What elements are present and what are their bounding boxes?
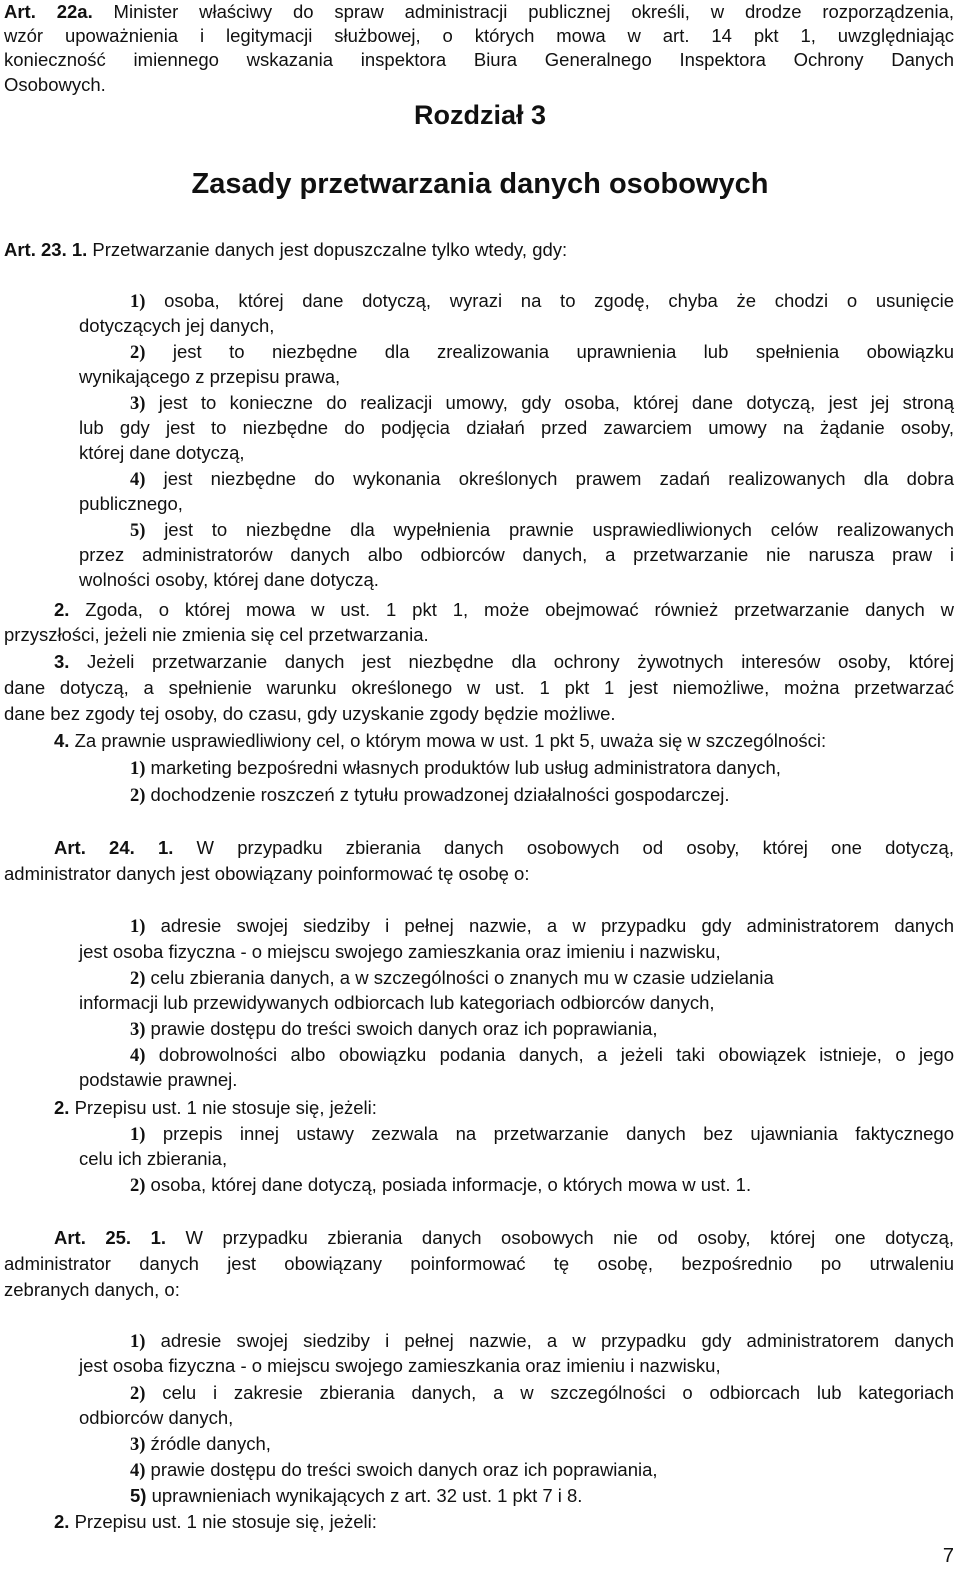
text: Przepisu ust. 1 nie stosuje się, jeżeli: (69, 1097, 377, 1118)
article-number: Art. 24. 1. (54, 837, 174, 858)
text-line: administrator danych jest obowiązany poinformować tę osobę, bezpośrednio po utrwaleniu (4, 1253, 954, 1274)
list-item (130, 340, 954, 365)
text-line: dane dotyczą, a spełnienie warunku określonego w ust. 1 pkt 1 jest niemożliwe, można przetwarzać (4, 677, 954, 698)
paragraph (54, 650, 954, 674)
item-number: 2) (130, 786, 146, 806)
text-line (4, 0, 954, 24)
item-number: 4) (130, 1046, 146, 1066)
text: Przepisu ust. 1 nie stosuje się, jeżeli: (69, 1511, 377, 1532)
item-number: 2) (130, 1176, 146, 1196)
text: prawie dostępu do treści swoich danych oraz ich poprawiania, (145, 1459, 658, 1480)
text: jest to niezbędne dla zrealizowania uprawnienia lub spełnienia obowiązku (145, 341, 954, 362)
paragraph-number: 2. (54, 599, 70, 620)
text-line: wzór upoważnienia i legitymacji służbowej, o których mowa w art. 14 pkt 1, uwzględniając (4, 25, 954, 46)
text: celu zbierania danych, a w szczególności o znanych mu w czasie udzielania (145, 967, 774, 988)
text: Jeżeli przetwarzanie danych jest niezbędne dla ochrony żywotnych interesów osoby, której (69, 651, 954, 672)
text: osoba, której dane dotyczą, posiada informacje, o których mowa w ust. 1. (145, 1174, 752, 1195)
text: jest to niezbędne dla wypełnienia prawnie usprawiedliwionych celów realizowanych (145, 519, 954, 540)
text-line: przyszłości, jeżeli nie zmienia się cel przetwarzania. (4, 624, 429, 645)
item-number: 5) (130, 521, 146, 541)
text: jest niezbędne do wykonania określonych prawem zadań realizowanych dla dobra (145, 468, 954, 489)
chapter-heading: Rozdział 3 (413, 100, 547, 130)
item-number: 1) (130, 1125, 146, 1145)
chapter-title: Zasady przetwarzania danych osobowych (191, 168, 769, 200)
text-line: wolności osoby, której dane dotyczą. (79, 569, 379, 590)
text-line: odbiorców danych, (79, 1407, 234, 1428)
item-number: 4) (130, 1461, 146, 1481)
text: osoba, której dane dotyczą, wyrazi na to zgodę, chyba że chodzi o usunięcie (145, 290, 954, 311)
text-line: której dane dotyczą, (79, 442, 245, 463)
list-item (130, 783, 730, 808)
text-line: podstawie prawnej. (79, 1069, 238, 1090)
paragraph (54, 1096, 377, 1120)
text-line: przez administratorów danych albo odbiorców danych, a przetwarzanie nie narusza praw i (79, 544, 954, 565)
text-line: konieczność imiennego wskazania inspektora Biura Generalnego Inspektora Ochrony Danych (4, 49, 954, 70)
text-line: zebranych danych, o: (4, 1279, 180, 1300)
paragraph (54, 729, 826, 753)
text: prawie dostępu do treści swoich danych oraz ich poprawiania, (145, 1018, 658, 1039)
text: Zgoda, o której mowa w ust. 1 pkt 1, może obejmować również przetwarzanie danych w (69, 599, 954, 620)
text: uprawnieniach wynikających z art. 32 ust. 1 pkt 7 i 8. (146, 1485, 583, 1506)
text-line: wynikającego z przepisu prawa, (79, 366, 341, 387)
text-line: jest osoba fizyczna - o miejscu swojego zamieszkania oraz imieniu i nazwisku, (79, 1355, 721, 1376)
text-line: administrator danych jest obowiązany poinformować tę osobę o: (4, 863, 530, 884)
text-line (4, 238, 567, 262)
list-item (130, 756, 781, 781)
text: Przetwarzanie danych jest dopuszczalne tylko wtedy, gdy: (87, 239, 568, 260)
page-number: 7 (942, 1545, 954, 1567)
item-number: 2) (130, 1384, 146, 1404)
article-number: Art. 23. 1. (4, 239, 88, 260)
list-item (130, 391, 954, 416)
text: W przypadku zbierania danych osobowych od osoby, której one dotyczą, (173, 837, 954, 858)
item-number: 4) (130, 470, 146, 490)
text-line: dane bez zgody tej osoby, do czasu, gdy uzyskanie zgody będzie możliwe. (4, 703, 616, 724)
list-item (130, 1458, 658, 1483)
item-number: 1) (130, 1332, 146, 1352)
text-line: Osobowych. (4, 74, 106, 95)
text: marketing bezpośredni własnych produktów lub usług administratora danych, (145, 757, 781, 778)
text-line: dotyczących jej danych, (79, 315, 275, 336)
text: przepis innej ustawy zezwala na przetwarzanie danych bez ujawniania faktycznego (145, 1123, 954, 1144)
text: jest to konieczne do realizacji umowy, gdy osoba, której dane dotyczą, jest jej stroną (145, 392, 954, 413)
article-number: Art. 25. 1. (54, 1227, 167, 1248)
paragraph-number: 3. (54, 651, 70, 672)
text-line: lub gdy jest to niezbędne do podjęcia działań przed zawarciem umowy na żądanie osoby, (79, 417, 954, 438)
item-number: 3) (130, 1435, 146, 1455)
item-number: 2) (130, 969, 146, 989)
text: Za prawnie usprawiedliwiony cel, o którym mowa w ust. 1 pkt 5, uważa się w szczególności: (69, 730, 827, 751)
list-item (130, 914, 954, 939)
list-item (130, 1043, 954, 1068)
list-item (130, 1432, 271, 1457)
item-number: 1) (130, 292, 146, 312)
list-item (130, 1122, 954, 1147)
list-item (130, 966, 774, 991)
text-line: publicznego, (79, 493, 183, 514)
paragraph-number: 4. (54, 730, 70, 751)
text: dochodzenie roszczeń z tytułu prowadzonej działalności gospodarczej. (145, 784, 730, 805)
text: adresie swojej siedziby i pełnej nazwie, a w przypadku gdy administratorem danych (145, 915, 954, 936)
list-item (130, 1017, 658, 1042)
list-item (130, 1484, 582, 1508)
item-number: 1) (130, 917, 146, 937)
list-item (130, 518, 954, 543)
paragraph-number: 2. (54, 1511, 70, 1532)
item-number: 3) (130, 394, 146, 414)
text-line: celu ich zbierania, (79, 1148, 228, 1169)
text: dobrowolności albo obowiązku podania danych, a jeżeli taki obowiązek istnieje, o jego (145, 1044, 954, 1065)
text: Minister właściwy do spraw administracji publicznej określi, w drodze rozporządzenia, (92, 1, 954, 22)
item-number: 2) (130, 343, 146, 363)
text: W przypadku zbierania danych osobowych nie od osoby, której one dotyczą, (166, 1227, 954, 1248)
item-number: 1) (130, 759, 146, 779)
paragraph-number: 2. (54, 1097, 70, 1118)
list-item (130, 289, 954, 314)
text: adresie swojej siedziby i pełnej nazwie, a w przypadku gdy administratorem danych (145, 1330, 954, 1351)
list-item (130, 1173, 751, 1198)
list-item (130, 467, 954, 492)
text-line: jest osoba fizyczna - o miejscu swojego zamieszkania oraz imieniu i nazwisku, (79, 941, 721, 962)
text-line: informacji lub przewidywanych odbiorcach lub kategoriach odbiorców danych, (79, 992, 715, 1013)
paragraph (54, 836, 954, 860)
paragraph (54, 1510, 377, 1534)
list-item (130, 1381, 954, 1406)
item-number: 5) (130, 1485, 147, 1506)
paragraph (54, 1226, 954, 1250)
article-number: Art. 22a. (4, 1, 93, 22)
list-item (130, 1329, 954, 1354)
item-number: 3) (130, 1020, 146, 1040)
text: źródle danych, (145, 1433, 271, 1454)
text: celu i zakresie zbierania danych, a w szczególności o odbiorcach lub kategoriach (145, 1382, 954, 1403)
paragraph (54, 598, 954, 622)
